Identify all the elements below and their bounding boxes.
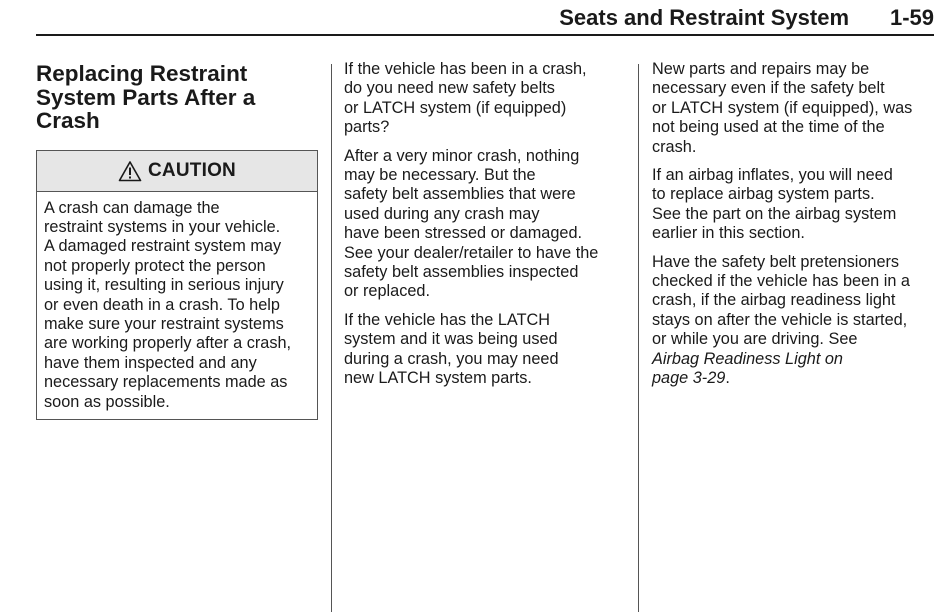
column-divider [638, 64, 639, 612]
text-line: system and it was being used [344, 330, 558, 349]
text-line: safety belt assemblies inspected [344, 263, 579, 282]
text-line: have been stressed or damaged. [344, 224, 583, 243]
paragraph [344, 311, 629, 389]
reference-trailing-period: . [725, 369, 730, 388]
caution-line: or even death in a crash. To help [44, 295, 280, 314]
caution-line: A crash can damage the [44, 198, 220, 217]
text-line: crash, if the airbag readiness light [652, 291, 896, 310]
caution-line: are working properly after a crash, [44, 334, 292, 353]
section-title-line: Replacing Restraint [36, 61, 248, 86]
paragraph [652, 166, 944, 244]
section-title-line: Crash [36, 108, 100, 133]
text-line: If the vehicle has the LATCH [344, 310, 551, 329]
page-header [36, 0, 934, 36]
text-line: to replace airbag system parts. [652, 185, 875, 204]
text-line: or LATCH system (if equipped) [344, 98, 567, 117]
text-line: or replaced. [344, 282, 430, 301]
text-line: not being used at the time of the [652, 118, 885, 137]
text-line: earlier in this section. [652, 224, 805, 243]
column-2 [344, 60, 629, 398]
text-line: Have the safety belt pretensioners [652, 252, 900, 271]
text-line: safety belt assemblies that were [344, 185, 576, 204]
cross-reference-line [652, 369, 944, 388]
text-line: may be necessary. But the [344, 166, 536, 185]
text-line: or LATCH system (if equipped), was [652, 98, 913, 117]
text-line: new LATCH system parts. [344, 369, 532, 388]
caution-line: not properly protect the person [44, 256, 266, 275]
text-line: do you need new safety belts [344, 79, 555, 98]
text-line: New parts and repairs may be [652, 60, 870, 78]
paragraph [652, 253, 944, 389]
text-line: checked if the vehicle has been in a [652, 272, 910, 291]
text-line: or while you are driving. See [652, 330, 858, 349]
section-title-line: System Parts After a [36, 84, 256, 110]
caution-header [37, 151, 317, 192]
caution-line: restraint systems in your vehicle. [44, 217, 281, 236]
cross-reference-link[interactable]: Airbag Readiness Light on [652, 349, 843, 368]
text-line: After a very minor crash, nothing [344, 146, 580, 165]
column-3 [652, 60, 944, 398]
section-title [36, 62, 318, 133]
caution-line: soon as possible. [44, 392, 170, 411]
cross-reference-page-link[interactable]: page 3-29 [652, 369, 726, 388]
text-line: stays on after the vehicle is started, [652, 310, 908, 329]
caution-line: have them inspected and any [44, 353, 257, 372]
caution-text [37, 192, 317, 419]
caution-line: necessary replacements made as [44, 373, 288, 392]
text-line: necessary even if the safety belt [652, 79, 885, 98]
paragraph [344, 60, 629, 138]
text-line: during a crash, you may need [344, 349, 559, 368]
header-title: Seats and Restraint System [559, 5, 849, 30]
caution-label: CAUTION [148, 159, 236, 181]
caution-line: make sure your restraint systems [44, 314, 284, 333]
text-line: If the vehicle has been in a crash, [344, 60, 587, 78]
text-line: See your dealer/retailer to have the [344, 243, 599, 262]
column-divider [331, 64, 332, 612]
paragraph [652, 60, 944, 157]
text-line: parts? [344, 118, 390, 137]
text-line: If an airbag inflates, you will need [652, 166, 893, 185]
paragraph [344, 147, 629, 302]
text-line: See the part on the airbag system [652, 204, 897, 223]
caution-line: using it, resulting in serious injury [44, 276, 284, 295]
page-number: 1-59 [889, 5, 934, 30]
text-line: used during any crash may [344, 204, 540, 223]
column-1 [36, 60, 318, 420]
text-line: crash. [652, 137, 697, 156]
warning-triangle-icon [118, 160, 142, 182]
caution-box [36, 150, 318, 420]
caution-line: A damaged restraint system may [44, 237, 282, 256]
